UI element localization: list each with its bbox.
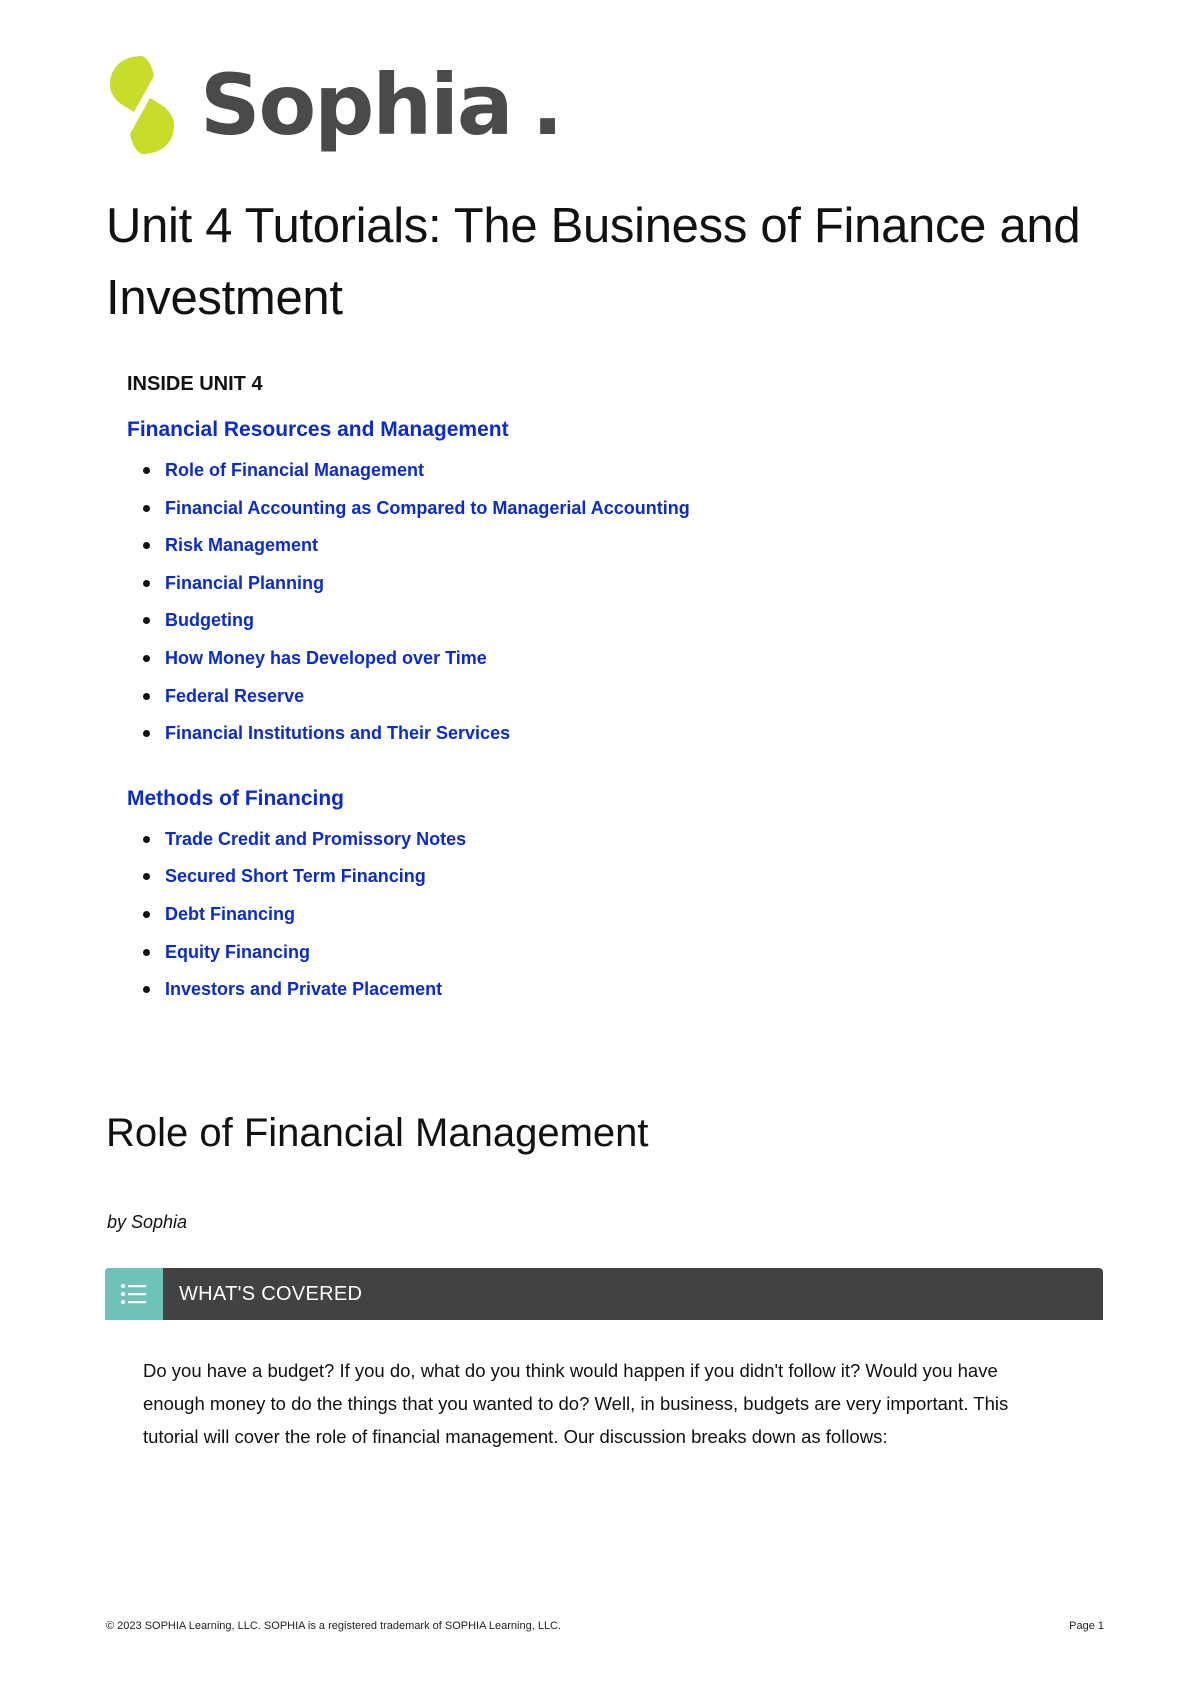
toc-item (143, 977, 1027, 1015)
bullet-icon (143, 986, 150, 993)
toc-item (143, 902, 1027, 940)
toc-item (143, 646, 1027, 684)
toc-item (143, 608, 1027, 646)
toc-item (143, 864, 1027, 902)
bullet-icon (143, 693, 150, 700)
sophia-logo-mark-icon (104, 54, 180, 156)
bullet-icon (143, 580, 150, 587)
toc-item (143, 721, 1027, 759)
footer-copyright: © 2023 SOPHIA Learning, LLC. SOPHIA is a registered trademark of SOPHIA Learning, LLC. (106, 1620, 562, 1632)
sophia-wordmark: Sophia (200, 56, 512, 154)
bullet-icon (143, 542, 150, 549)
toc-section-heading[interactable]: Financial Resources and Management (127, 418, 509, 441)
page-number: Page 1 (1069, 1620, 1104, 1632)
toc-list (127, 458, 1027, 759)
bullet-icon (143, 949, 150, 956)
toc-link[interactable]: Budgeting (165, 610, 254, 631)
document-title: Unit 4 Tutorials: The Business of Finance and Investment (106, 199, 1081, 325)
bullet-icon (143, 836, 150, 843)
bullet-icon (143, 467, 150, 474)
toc-item (143, 533, 1027, 571)
toc-link[interactable]: Financial Accounting as Compared to Managerial Accounting (165, 497, 690, 518)
inside-unit-toc (127, 372, 1027, 1015)
toc-link[interactable]: Secured Short Term Financing (165, 866, 426, 887)
bullet-icon (143, 655, 150, 662)
bullet-icon (143, 911, 150, 918)
bullet-icon (143, 617, 150, 624)
toc-item (143, 684, 1027, 722)
whats-covered-bar (105, 1268, 1103, 1320)
byline: by Sophia (107, 1212, 188, 1232)
toc-link[interactable]: Federal Reserve (165, 685, 305, 706)
toc-item (143, 458, 1027, 496)
intro-paragraph: Do you have a budget? If you do, what do you think would happen if you didn't follow it? Would you have enough money to do the things that you wanted to do? Well, in business, budgets are very important. This tutorial will cover the role of financial management. Our discussion breaks down as follows: (143, 1360, 1009, 1447)
toc-link[interactable]: How Money has Developed over Time (165, 647, 487, 668)
toc-item (143, 940, 1027, 978)
bullet-icon (143, 505, 150, 512)
toc-section-heading[interactable]: Methods of Financing (127, 786, 344, 810)
toc-link[interactable]: Debt Financing (165, 903, 295, 924)
toc-link[interactable]: Risk Management (165, 535, 319, 556)
toc-item (143, 571, 1027, 609)
whats-covered-label: WHAT'S COVERED (179, 1282, 363, 1305)
whats-covered-icon-box (105, 1268, 163, 1320)
bullet-icon (143, 730, 150, 737)
section-title: Role of Financial Management (106, 1111, 649, 1155)
toc-list (127, 827, 1027, 1015)
toc-item (143, 496, 1027, 534)
inside-unit-label: INSIDE UNIT 4 (127, 373, 263, 395)
toc-link[interactable]: Investors and Private Placement (165, 979, 443, 1000)
sophia-logo (104, 54, 562, 156)
toc-link[interactable]: Trade Credit and Promissory Notes (165, 828, 467, 849)
toc-item (143, 827, 1027, 865)
toc-link[interactable]: Role of Financial Management (165, 460, 425, 480)
toc-link[interactable]: Equity Financing (165, 941, 311, 962)
toc-link[interactable]: Financial Institutions and Their Services (165, 723, 511, 744)
bullet-icon (143, 873, 150, 880)
list-icon (119, 1281, 149, 1307)
wordmark-dot: . (531, 56, 562, 154)
toc-link[interactable]: Financial Planning (165, 572, 325, 593)
